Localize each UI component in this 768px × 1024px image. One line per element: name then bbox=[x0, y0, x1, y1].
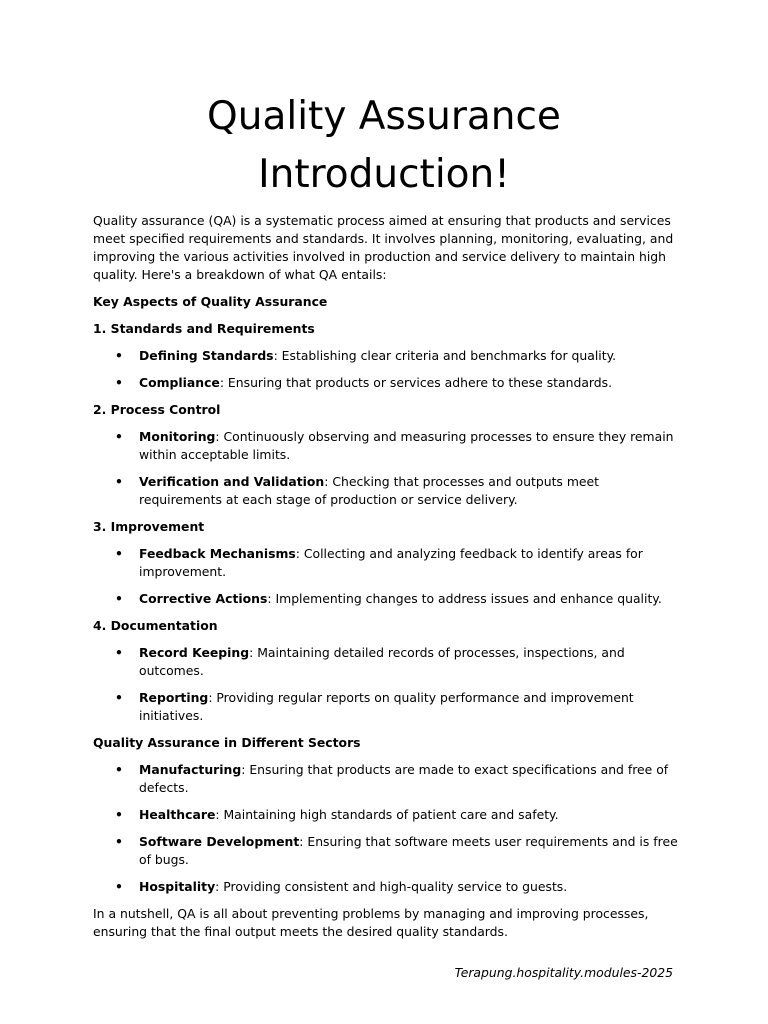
section-list bbox=[93, 545, 683, 608]
item-term: Software Development bbox=[139, 834, 300, 849]
bullet-icon: • bbox=[115, 591, 123, 606]
list-item bbox=[93, 761, 683, 797]
intro-paragraph: Quality assurance (QA) is a systematic process aimed at ensuring that products and services meet specified requirements and standards. It involves planning, monitoring, evaluating, and improving the various activities involved in production and service delivery to maintain high quality. Here's a breakdown of what QA entails: bbox=[93, 213, 674, 282]
title-line-2: Introduction! bbox=[258, 152, 510, 197]
bullet-icon: • bbox=[115, 879, 123, 894]
list-item bbox=[93, 428, 683, 464]
item-text: : Providing regular reports on quality performance and improvement initiatives. bbox=[139, 690, 634, 723]
list-item bbox=[93, 644, 683, 680]
section-list bbox=[93, 428, 683, 509]
item-term: Healthcare bbox=[139, 807, 216, 822]
list-item bbox=[93, 374, 683, 392]
page-title bbox=[0, 88, 768, 204]
bullet-icon: • bbox=[115, 645, 123, 660]
item-term: Verification and Validation bbox=[139, 474, 325, 489]
title-line-1: Quality Assurance bbox=[207, 94, 561, 139]
bullet-icon: • bbox=[115, 348, 123, 363]
section-heading: 4. Documentation bbox=[93, 618, 218, 633]
item-text: : Continuously observing and measuring processes to ensure they remain within acceptable limits. bbox=[139, 429, 674, 462]
item-text: : Collecting and analyzing feedback to identify areas for improvement. bbox=[139, 546, 643, 579]
bullet-icon: • bbox=[115, 474, 123, 489]
bullet-icon: • bbox=[115, 546, 123, 561]
section-heading: 1. Standards and Requirements bbox=[93, 321, 315, 336]
item-text: : Establishing clear criteria and benchmarks for quality. bbox=[273, 348, 617, 363]
list-item bbox=[93, 878, 683, 896]
item-term: Record Keeping bbox=[139, 645, 250, 660]
conclusion-paragraph: In a nutshell, QA is all about preventing problems by managing and improving processes, ensuring that the final output meets the desired quality standards. bbox=[93, 906, 649, 939]
item-text: : Checking that processes and outputs meet requirements at each stage of production or service delivery. bbox=[139, 474, 599, 507]
list-item bbox=[93, 689, 683, 725]
item-term: Reporting bbox=[139, 690, 209, 705]
item-text: : Maintaining high standards of patient care and safety. bbox=[215, 807, 559, 822]
section-list bbox=[93, 644, 683, 725]
bullet-icon: • bbox=[115, 762, 123, 777]
item-term: Manufacturing bbox=[139, 762, 242, 777]
item-text: : Ensuring that software meets user requirements and is free of bugs. bbox=[139, 834, 678, 867]
list-item bbox=[93, 347, 683, 365]
item-term: Hospitality bbox=[139, 879, 216, 894]
item-term: Corrective Actions bbox=[139, 591, 268, 606]
item-text: : Providing consistent and high-quality service to guests. bbox=[215, 879, 568, 894]
section-heading: 2. Process Control bbox=[93, 402, 221, 417]
list-item bbox=[93, 545, 683, 581]
bullet-icon: • bbox=[115, 429, 123, 444]
list-item bbox=[93, 590, 683, 608]
item-term: Defining Standards bbox=[139, 348, 274, 363]
item-term: Compliance bbox=[139, 375, 220, 390]
item-text: : Implementing changes to address issues and enhance quality. bbox=[267, 591, 662, 606]
item-term: Monitoring bbox=[139, 429, 216, 444]
list-item bbox=[93, 473, 683, 509]
item-text: : Ensuring that products or services adhere to these standards. bbox=[219, 375, 613, 390]
sectors-list bbox=[93, 761, 683, 896]
item-term: Feedback Mechanisms bbox=[139, 546, 296, 561]
item-text: : Ensuring that products are made to exact specifications and free of defects. bbox=[139, 762, 669, 795]
section-heading: 3. Improvement bbox=[93, 519, 205, 534]
footer-credit: Terapung.hospitality.modules-2025 bbox=[454, 965, 673, 980]
sectors-heading: Quality Assurance in Different Sectors bbox=[93, 735, 361, 750]
item-text: : Maintaining detailed records of processes, inspections, and outcomes. bbox=[139, 645, 625, 678]
bullet-icon: • bbox=[115, 690, 123, 705]
key-aspects-heading: Key Aspects of Quality Assurance bbox=[93, 294, 328, 309]
section-list bbox=[93, 347, 683, 392]
document-body bbox=[93, 212, 683, 950]
bullet-icon: • bbox=[115, 807, 123, 822]
list-item bbox=[93, 833, 683, 869]
bullet-icon: • bbox=[115, 375, 123, 390]
list-item bbox=[93, 806, 683, 824]
bullet-icon: • bbox=[115, 834, 123, 849]
